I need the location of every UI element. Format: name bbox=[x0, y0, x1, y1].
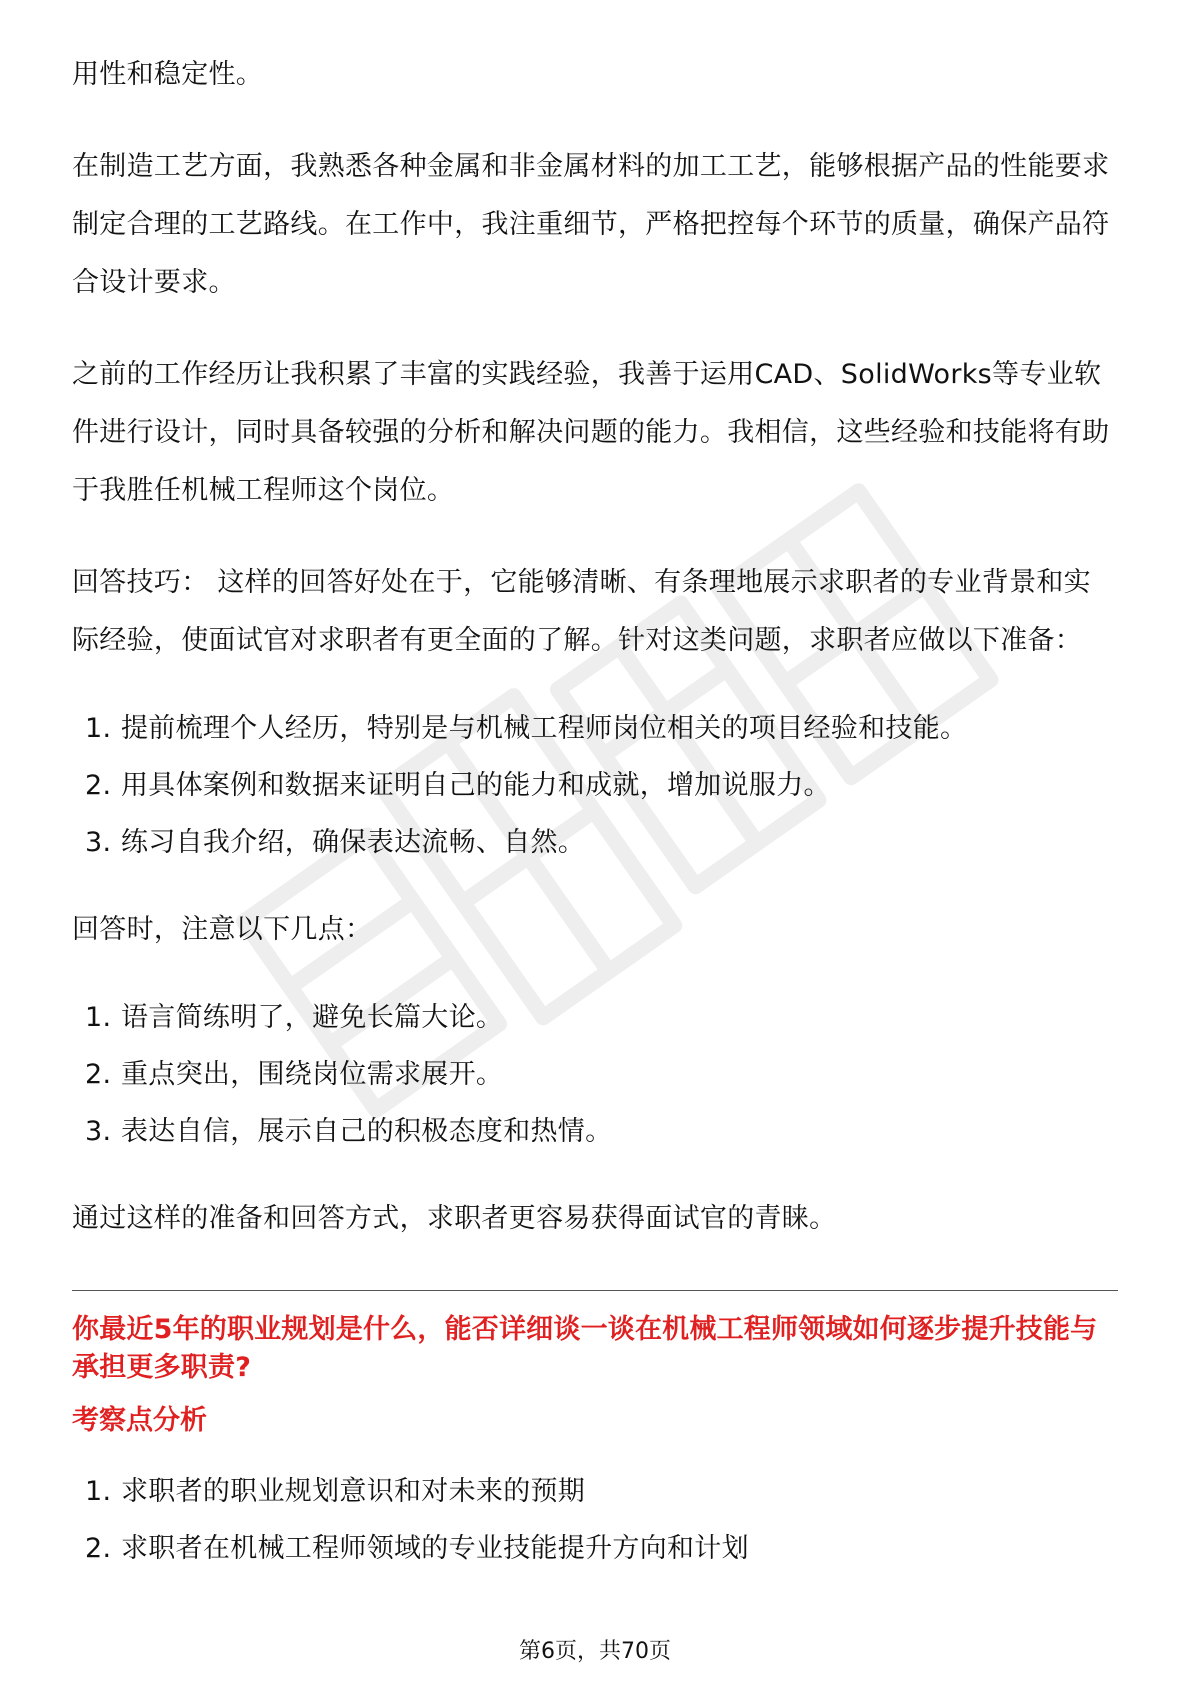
attention-list bbox=[72, 989, 1118, 1160]
paragraph-4: 回答技巧： 这样的回答好处在于，它能够清晰、有条理地展示求职者的专业背景和实际经验，使面试官对求职者有更全面的了解。针对这类问题，求职者应做以下准备： bbox=[72, 567, 1091, 656]
question-heading: 你最近5年的职业规划是什么，能否详细谈一谈在机械工程师领域如何逐步提升技能与承担更多职责? bbox=[72, 1314, 1098, 1383]
paragraph-3: 之前的工作经历让我积累了丰富的实践经验，我善于运用CAD、SolidWorks等专业软件进行设计，同时具备较强的分析和解决问题的能力。我相信，这些经验和技能将有助于我胜任机械工程师这个岗位。 bbox=[72, 359, 1110, 506]
analysis-list bbox=[72, 1463, 1118, 1577]
paragraph-5: 回答时，注意以下几点： bbox=[72, 914, 373, 945]
list-item: 2. 求职者在机械工程师领域的专业技能提升方向和计划 bbox=[85, 1533, 749, 1564]
paragraph-2: 在制造工艺方面，我熟悉各种金属和非金属材料的加工工艺，能够根据产品的性能要求制定合理的工艺路线。在工作中，我注重细节，严格把控每个环节的质量，确保产品符合设计要求。 bbox=[72, 151, 1110, 298]
preparation-list bbox=[72, 700, 1118, 871]
list-item: 1. 语言简练明了，避免长篇大论。 bbox=[85, 1002, 504, 1033]
list-item: 1. 求职者的职业规划意识和对未来的预期 bbox=[85, 1476, 586, 1507]
list-item: 1. 提前梳理个人经历，特别是与机械工程师岗位相关的项目经验和技能。 bbox=[85, 713, 968, 744]
analysis-heading: 考察点分析 bbox=[72, 1405, 207, 1436]
document-content bbox=[72, 46, 1118, 1577]
list-item: 2. 用具体案例和数据来证明自己的能力和成就，增加说服力。 bbox=[85, 770, 831, 801]
paragraph-1: 用性和稳定性。 bbox=[72, 59, 264, 90]
list-item: 3. 练习自我介绍，确保表达流畅、自然。 bbox=[85, 827, 586, 858]
list-item: 3. 表达自信，展示自己的积极态度和热情。 bbox=[85, 1116, 613, 1147]
paragraph-6: 通过这样的准备和回答方式，求职者更容易获得面试官的青睐。 bbox=[72, 1203, 837, 1234]
list-item: 2. 重点突出，围绕岗位需求展开。 bbox=[85, 1059, 504, 1090]
page-number: 第6页，共70页 bbox=[519, 1639, 671, 1664]
